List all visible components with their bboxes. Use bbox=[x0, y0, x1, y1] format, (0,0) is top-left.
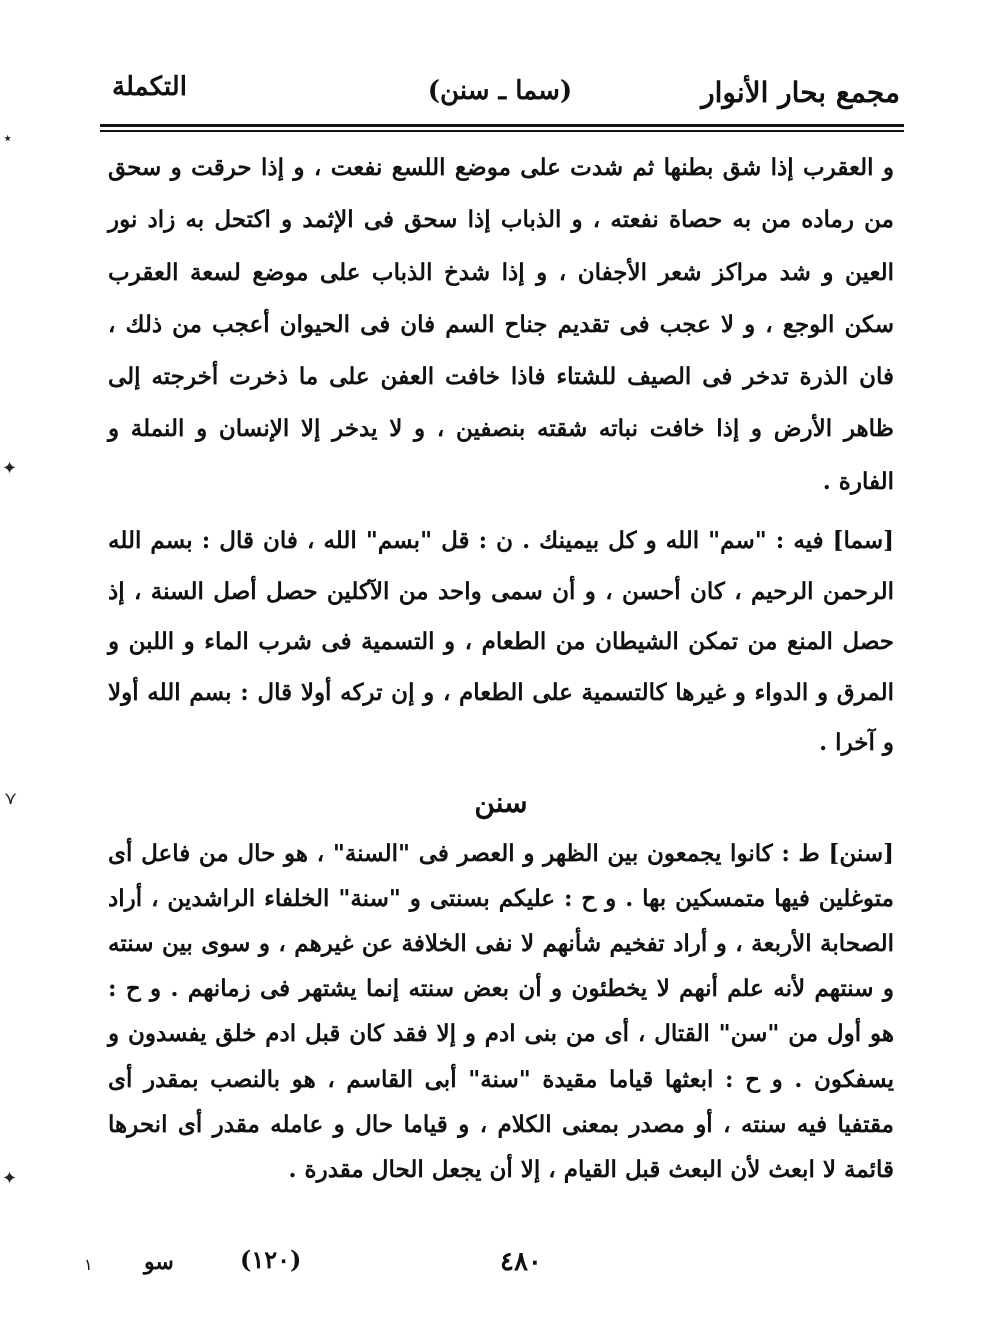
section-name: التكملة bbox=[112, 72, 187, 102]
volume-number: (١٢٠) bbox=[240, 1245, 302, 1274]
header-rule-thin bbox=[100, 130, 904, 132]
page-number: ٤٨٠ bbox=[500, 1247, 542, 1277]
scan-mark: ⋎ bbox=[4, 788, 18, 809]
paragraph-animal-remedies: و العقرب إذا شق بطنها ثم شدت على موضع اللسع نفعت ، و إذا حرقت و سحق من رماده من به حصاة نفعته ، و الذباب إذا سحق فى الإثمد و اكتحل به زاد نور العين و شد مراكز شعر الأجفان ، و إذا شدخ الذباب على موضع لسعة العقرب سكن الوجع ، و لا عجب فى تقديم جناح السم فان فى الحيوان أعجب من ذلك ، فان الذرة تدخر فى الصيف للشتاء فاذا خافت العفن على ما ذخرت أخرجته إلى ظاهر الأرض و إذا خافت نباته شقته بنصفين ، و لا يدخر إلا الإنسان و النملة و الفارة . bbox=[108, 154, 894, 495]
page-header bbox=[100, 70, 900, 120]
printer-signature: سو bbox=[144, 1249, 174, 1275]
scan-mark: ⋆ bbox=[2, 128, 14, 149]
header-rule-thick bbox=[100, 124, 904, 127]
scan-mark: ✦ bbox=[2, 458, 18, 479]
paragraph-entry-sama: [سما] فيه : "سم" الله و كل بيمينك . ن : قل "بسم" الله ، فان قال : بسم الله الرحمن الرحيم ، كان أحسن ، و أن سمى واحد من الآكلين حصل أصل السنة ، إذ حصل المنع من تمكن الشيطان من الطعام ، و التسمية فى شرب الماء و اللبن و المرق و الدواء و غيرها كالتسمية على الطعام ، و إن تركه أولا قال : بسم الله أولا و آخرا . bbox=[108, 527, 894, 757]
entry-range: (سما ـ سنن) bbox=[427, 76, 573, 106]
page-body bbox=[108, 142, 894, 1192]
page-footer bbox=[60, 1245, 920, 1285]
paragraph-entry-sunan: [سنن] ط : كانوا يجمعون بين الظهر و العصر فى "السنة" ، هو حال من فاعل أى متوغلين فيها متمسكين بها . و ح : عليكم بسنتى و "سنة" الخلفاء الراشدين ، أراد الصحابة الأربعة ، و أراد تفخيم شأنهم لا نفى الخلافة عن غيرهم ، و سوى بين سنته و سنتهم لأنه علم أنهم لا يخطئون و أن بعض سنته إنما يشتهر فى زمانهم . و ح : هو أول من "سن" القتال ، أى من بنى ادم و إلا فقد كان قبل ادم خلق يفسدون و يسفكون . و ح : ابعثها قياما مقيدة "سنة" أبى القاسم ، هو بالنصب بمقدر أى مقتفيا فيه سنته ، أو مصدر بمعنى الكلام ، و قياما حال و عامله مقدر أى انحرها قائمة لا ابعث لأن البعث قبل القيام ، إلا أن يجعل الحال مقدرة . bbox=[108, 839, 894, 1183]
margin-number: ١ bbox=[84, 1255, 93, 1274]
book-title: مجمع بحار الأنوار bbox=[701, 76, 900, 109]
section-heading-sunan: سنن bbox=[474, 785, 528, 819]
scan-mark: ✦ bbox=[2, 1168, 18, 1189]
